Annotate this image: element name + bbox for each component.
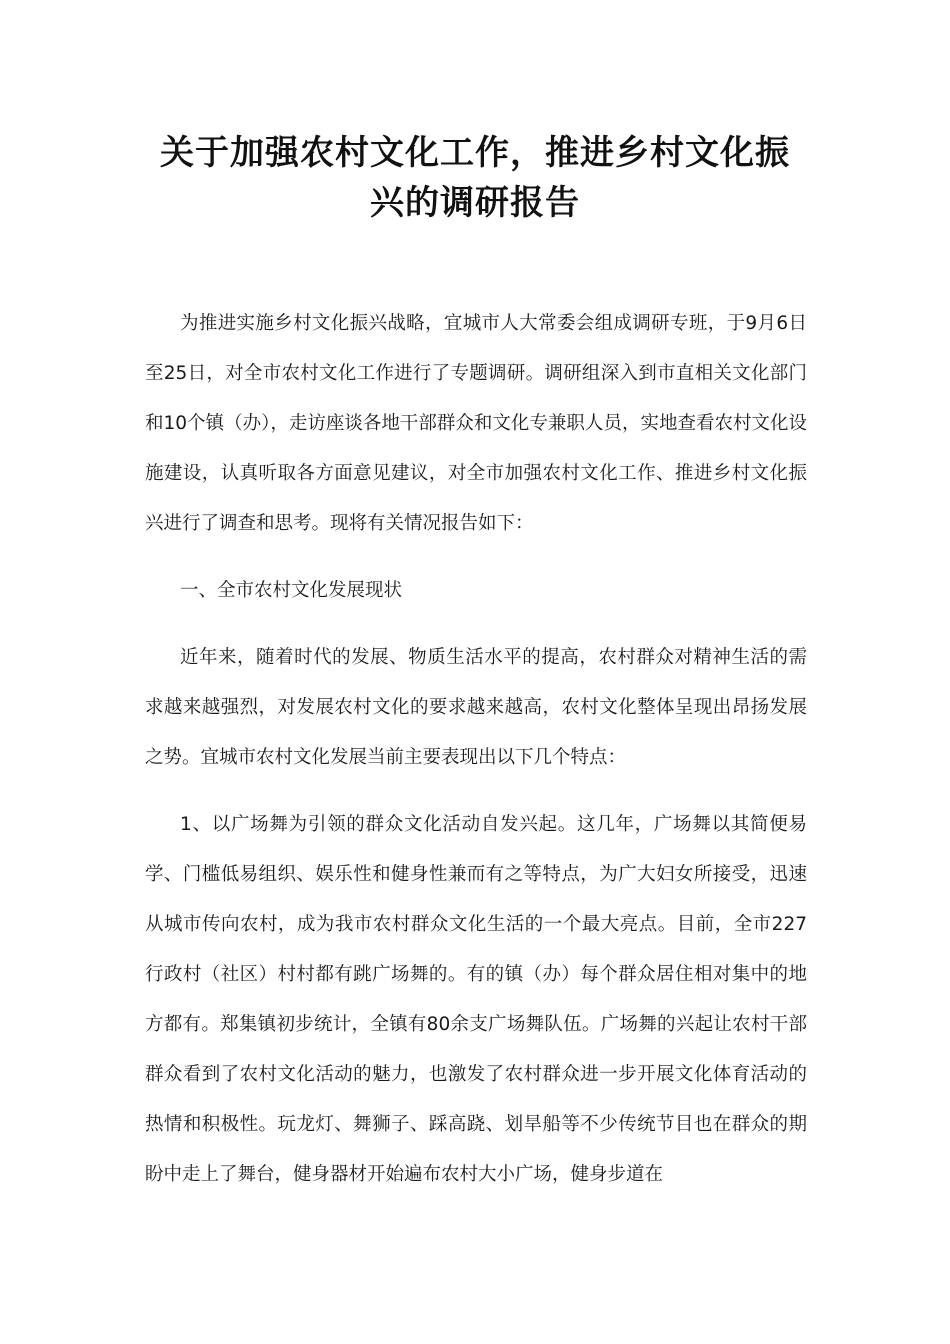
title-line-1: 关于加强农村文化工作，推进乡村文化振	[160, 133, 790, 173]
overview-paragraph: 近年来，随着时代的发展、物质生活水平的提高，农村群众对精神生活的需求越来越强烈，对发展农村文化的要求越来越高，农村文化整体呈现出昂扬发展之势。宜城市农村文化发展当前主要表现出以下几个特点：	[145, 647, 807, 768]
document-title	[145, 128, 805, 228]
section-heading: 一、全市农村文化发展现状	[180, 580, 403, 601]
feature-paragraph-1: 1、以广场舞为引领的群众文化活动自发兴起。这几年，广场舞以其简便易学、门槛低易组织、娱乐性和健身性兼而有之等特点，为广大妇女所接受，迅速从城市传向农村，成为我市农村群众文化生活的一个最大亮点。目前，全市227行政村（社区）村村都有跳广场舞的。有的镇（办）每个群众居住相对集中的地方都有。郑集镇初步统计，全镇有80余支广场舞队伍。广场舞的兴起让农村干部群众看到了农村文化活动的魅力，也激发了农村群众进一步开展文化体育活动的热情和积极性。玩龙灯、舞狮子、踩高跷、划旱船等不少传统节目也在群众的期盼中走上了舞台，健身器材开始遍布农村大小广场，健身步道在	[145, 814, 807, 1185]
title-line-2: 兴的调研报告	[370, 183, 580, 223]
intro-paragraph: 为推进实施乡村文化振兴战略，宜城市人大常委会组成调研专班，于9月6日至25日，对全市农村文化工作进行了专题调研。调研组深入到市直相关文化部门和10个镇（办），走访座谈各地干部群众和文化专兼职人员，实地查看农村文化设施建设，认真听取各方面意见建议，对全市加强农村文化工作、推进乡村文化振兴进行了调查和思考。现将有关情况报告如下：	[145, 313, 807, 534]
document-body	[145, 299, 807, 1200]
